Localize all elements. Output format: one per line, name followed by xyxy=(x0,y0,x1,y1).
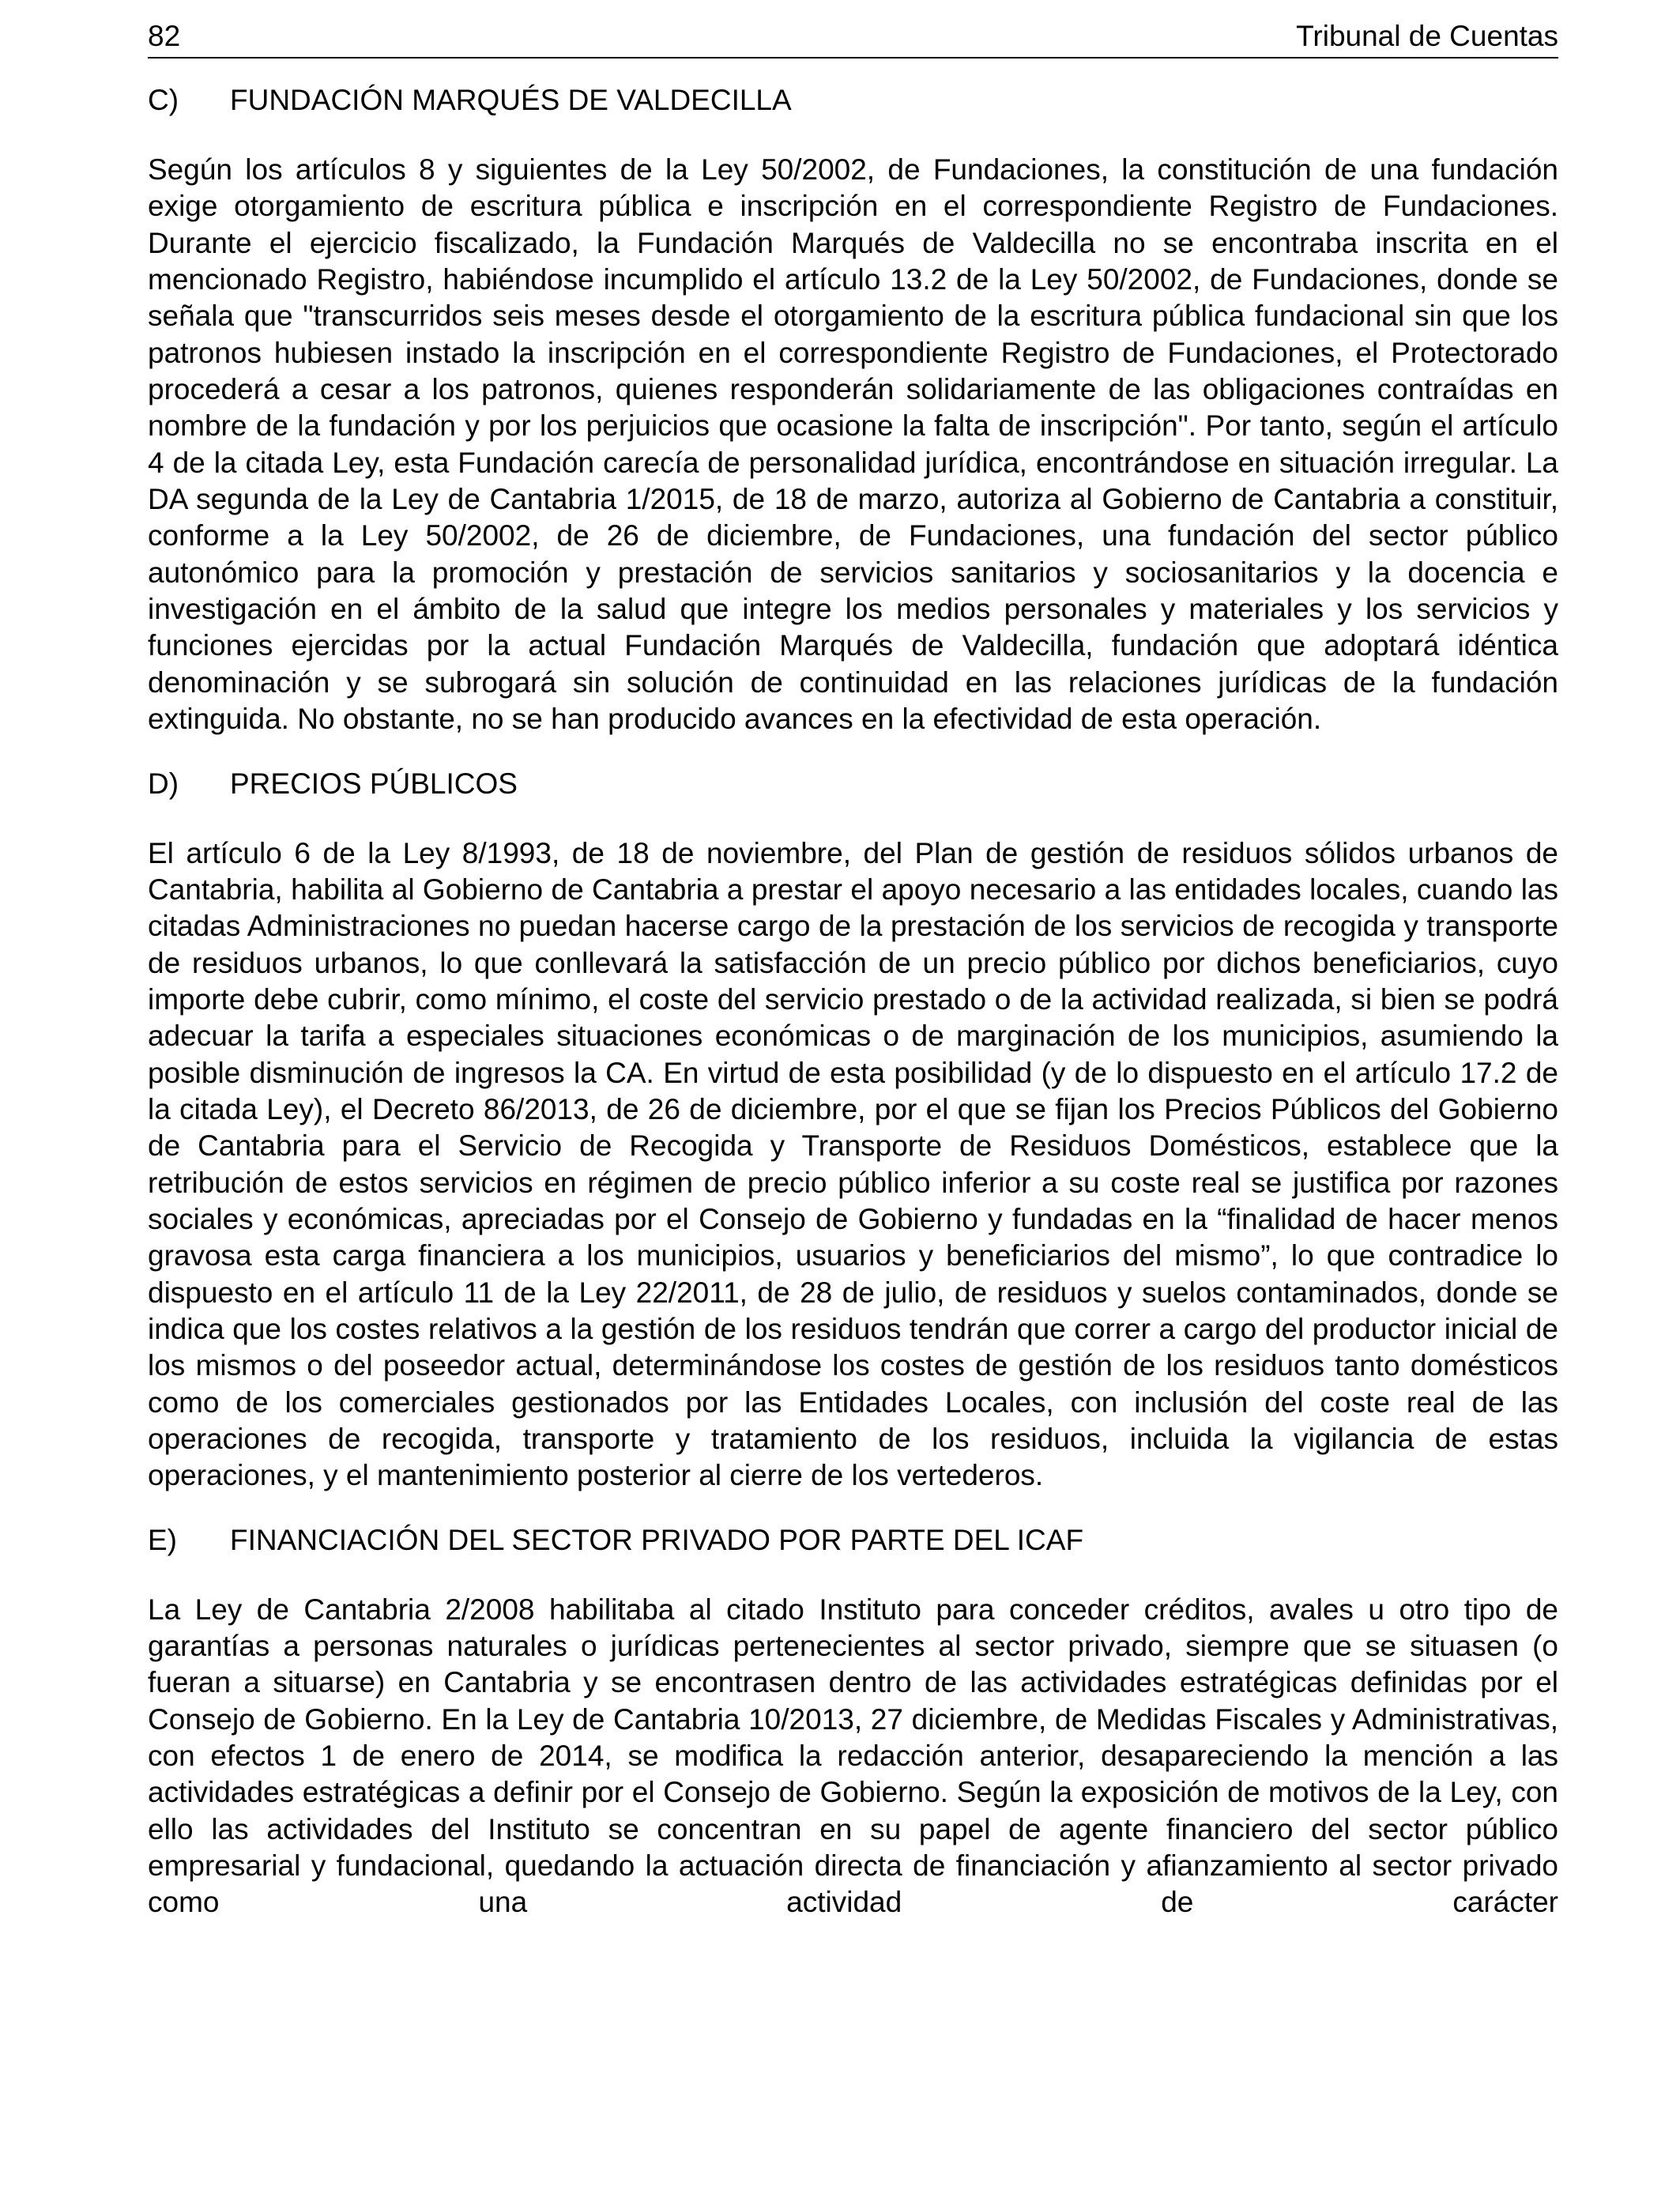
publisher-name: Tribunal de Cuentas xyxy=(1296,20,1558,52)
section-title: PRECIOS PÚBLICOS xyxy=(230,767,518,800)
section-paragraph-c: Según los artículos 8 y siguientes de la Ley 50/2002, de Fundaciones, la constitución de una fundación exige otorgamiento de escritura pública e inscripción en el correspondiente Registro de Fundaciones. Durante el ejercicio fiscalizado, la Fundación Marqués de Valdecilla no se encontraba inscrita en el mencionado Registro, habiéndose incumplido el artículo 13.2 de la Ley 50/2002, de Fundaciones, donde se señala que "transcurridos seis meses desde el otorgamiento de la escritura pública fundacional sin que los patronos hubiesen instado la inscripción en el correspondiente Registro de Fundaciones, el Protectorado procederá a cesar a los patronos, quienes responderán solidariamente de las obligaciones contraídas en nombre de la fundación y por los perjuicios que ocasione la falta de inscripción". Por tanto, según el artículo 4 de la citada Ley, esta Fundación carecía de personalidad jurídica, encontrándose en situación irregular. La DA segunda de la Ley de Cantabria 1/2015, de 18 de marzo, autoriza al Gobierno de Cantabria a constituir, conforme a la Ley 50/2002, de 26 de diciembre, de Fundaciones, una fundación del sector público autonómico para la promoción y prestación de servicios sanitarios y sociosanitarios y la docencia e investigación en el ámbito de la salud que integre los medios personales y materiales y los servicios y funciones ejercidas por la actual Fundación Marqués de Valdecilla, fundación que adoptará idéntica denominación y se subrogará sin solución de continuidad en las relaciones jurídicas de la fundación extinguida. No obstante, no se han producido avances en la efectividad de esta operación. xyxy=(148,153,1558,736)
section-paragraph-d: El artículo 6 de la Ley 8/1993, de 18 de noviembre, del Plan de gestión de residuos sólidos urbanos de Cantabria, habilita al Gobierno de Cantabria a prestar el apoyo necesario a las entidades locales, cuando las citadas Administraciones no puedan hacerse cargo de la prestación de los servicios de recogida y transporte de residuos urbanos, lo que conllevará la satisfacción de un precio público por dichos beneficiarios, cuyo importe debe cubrir, como mínimo, el coste del servicio prestado o de la actividad realizada, si bien se podrá adecuar la tarifa a especiales situaciones económicas o de marginación de los municipios, asumiendo la posible disminución de ingresos la CA. En virtud de esta posibilidad (y de lo dispuesto en el artículo 17.2 de la citada Ley), el Decreto 86/2013, de 26 de diciembre, por el que se fijan los Precios Públicos del Gobierno de Cantabria para el Servicio de Recogida y Transporte de Residuos Domésticos, establece que la retribución de estos servicios en régimen de precio público inferior a su coste real se justifica por razones sociales y económicas, apreciadas por el Consejo de Gobierno y fundadas en la “finalidad de hacer menos gravosa esta carga financiera a los municipios, usuarios y beneficiarios del mismo”, lo que contradice lo dispuesto en el artículo 11 de la Ley 22/2011, de 28 de julio, de residuos y suelos contaminados, donde se indica que los costes relativos a la gestión de los residuos tendrán que correr a cargo del productor inicial de los mismos o del poseedor actual, determinándose los costes de gestión de los residuos tanto domésticos como de los comerciales gestionados por las Entidades Locales, con inclusión del coste real de las operaciones de recogida, transporte y tratamiento de los residuos, incluida la vigilancia de estas operaciones, y el mantenimiento posterior al cierre de los vertederos. xyxy=(148,836,1558,1492)
section-paragraph-e: La Ley de Cantabria 2/2008 habilitaba al citado Instituto para conceder créditos, avales u otro tipo de garantías a personas naturales o jurídicas pertenecientes al sector privado, siempre que se situasen (o fueran a situarse) en Cantabria y se encontrasen dentro de las actividades estratégicas definidas por el Consejo de Gobierno. En la Ley de Cantabria 10/2013, 27 diciembre, de Medidas Fiscales y Administrativas, con efectos 1 de enero de 2014, se modifica la redacción anterior, desapareciendo la mención a las actividades estratégicas a definir por el Consejo de Gobierno. Según la exposición de motivos de la Ley, con ello las actividades del Instituto se concentran en su papel de agente financiero del sector público empresarial y fundacional, quedando la actuación directa de financiación y afianzamiento al sector privado como una actividad de carácter xyxy=(148,1593,1558,1919)
section-heading-d xyxy=(148,766,1558,802)
section-title: FUNDACIÓN MARQUÉS DE VALDECILLA xyxy=(230,84,792,116)
section-letter: E) xyxy=(148,1523,177,1556)
document-page xyxy=(148,19,1558,1921)
section-heading-c xyxy=(148,82,1558,119)
section-heading-e xyxy=(148,1522,1558,1559)
section-title: FINANCIACIÓN DEL SECTOR PRIVADO POR PARTE DEL ICAF xyxy=(230,1523,1084,1556)
section-letter: D) xyxy=(148,767,179,800)
running-header xyxy=(148,19,1558,58)
section-letter: C) xyxy=(148,84,179,116)
page-number: 82 xyxy=(148,20,181,52)
